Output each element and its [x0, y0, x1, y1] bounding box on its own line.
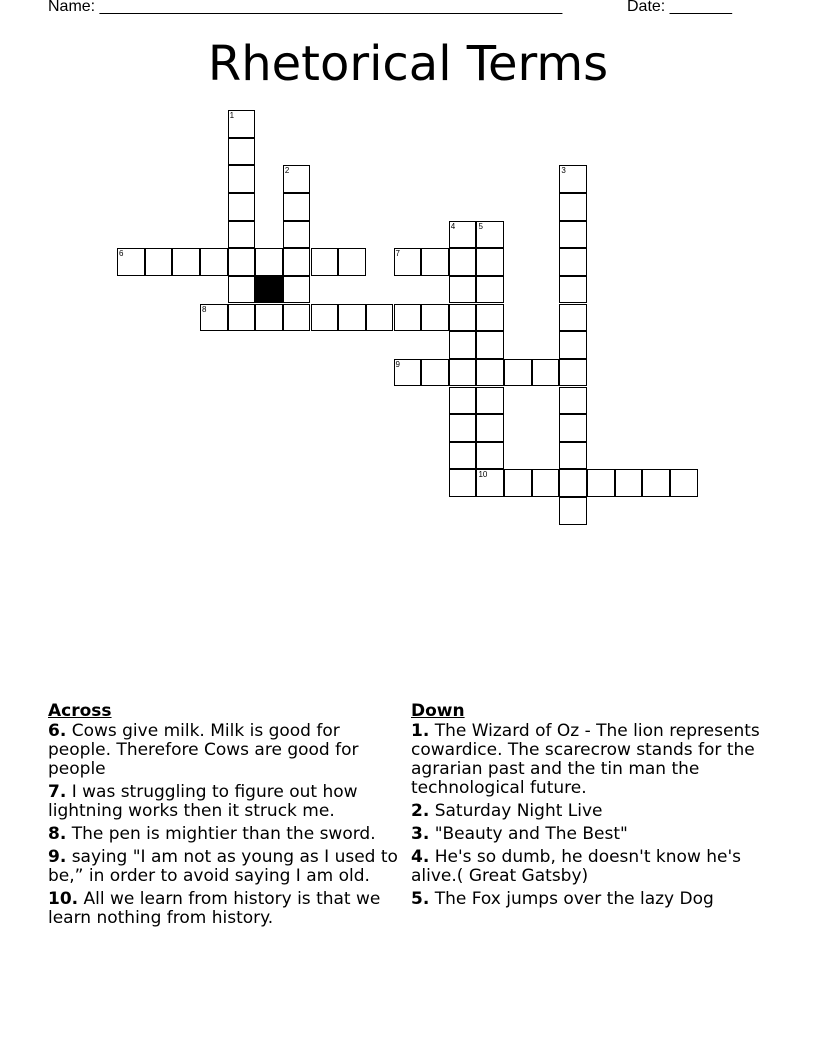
grid-cell[interactable]	[311, 304, 339, 332]
clue-across-7	[48, 783, 408, 821]
clue-across-9	[48, 848, 408, 886]
grid-cell[interactable]	[559, 359, 587, 387]
grid-cell[interactable]	[559, 276, 587, 304]
grid-cell[interactable]	[559, 387, 587, 415]
grid-cell[interactable]	[172, 248, 200, 276]
grid-cell[interactable]	[449, 387, 477, 415]
grid-cell[interactable]	[449, 469, 477, 497]
clue-number-6: 6	[119, 249, 124, 259]
clue-text: I was struggling to figure out how lightning works then it struck me.	[48, 782, 358, 821]
grid-cell[interactable]	[476, 304, 504, 332]
grid-cell[interactable]	[559, 442, 587, 470]
clue-number: 6.	[48, 721, 67, 741]
grid-cell[interactable]	[504, 359, 532, 387]
grid-cell[interactable]	[283, 276, 311, 304]
grid-cell[interactable]	[283, 248, 311, 276]
name-field[interactable]: Name: ____________________________________________________	[48, 0, 563, 15]
clue-number-8: 8	[201, 304, 207, 314]
clue-number-5: 5	[478, 221, 483, 231]
grid-cell[interactable]	[449, 414, 477, 442]
grid-cell[interactable]	[311, 248, 339, 276]
grid-cell[interactable]	[476, 248, 504, 276]
clue-number: 2.	[411, 801, 430, 821]
clue-number: 9.	[48, 847, 67, 867]
grid-cell[interactable]	[642, 469, 670, 497]
clue-text: The Fox jumps over the lazy Dog	[434, 889, 714, 909]
across-heading: Across	[48, 701, 112, 721]
clue-text: "Beauty and The Best"	[434, 824, 628, 844]
grid-cell[interactable]	[394, 304, 422, 332]
clue-down-5	[411, 890, 771, 909]
clue-across-8	[48, 825, 408, 844]
grid-cell[interactable]	[283, 221, 311, 249]
grid-cell[interactable]	[200, 248, 228, 276]
grid-cell[interactable]	[449, 276, 477, 304]
clue-number-3: 3	[561, 166, 566, 176]
clue-text: The Wizard of Oz - The lion represents cowardice. The scarecrow stands for the agrarian past and the tin man the technological future.	[411, 721, 760, 798]
clue-number: 10.	[48, 889, 79, 909]
clue-number-4: 4	[450, 221, 456, 231]
grid-cell[interactable]	[449, 359, 477, 387]
clue-number-2: 2	[284, 166, 290, 176]
grid-cell[interactable]	[228, 165, 256, 193]
grid-cell[interactable]	[255, 248, 283, 276]
grid-cell[interactable]	[228, 276, 256, 304]
clue-text: He's so dumb, he doesn't know he's alive.( Great Gatsby)	[411, 847, 742, 886]
grid-cell[interactable]	[145, 248, 173, 276]
down-heading: Down	[411, 701, 465, 721]
grid-cell[interactable]	[228, 304, 256, 332]
clue-number: 8.	[48, 824, 67, 844]
clue-number-10: 10	[478, 470, 488, 480]
grid-cell[interactable]	[532, 469, 560, 497]
clue-number: 7.	[48, 782, 67, 802]
grid-cell[interactable]	[476, 442, 504, 470]
grid-cell[interactable]	[283, 193, 311, 221]
grid-cell[interactable]	[532, 359, 560, 387]
clue-number: 4.	[411, 847, 430, 867]
grid-cell[interactable]	[228, 138, 256, 166]
clue-number-1: 1	[229, 111, 235, 120]
grid-cell[interactable]	[421, 359, 449, 387]
grid-cell[interactable]	[670, 469, 698, 497]
grid-cell[interactable]	[338, 248, 366, 276]
down-clues	[411, 702, 771, 913]
grid-cell[interactable]	[338, 304, 366, 332]
grid-cell[interactable]	[449, 248, 477, 276]
clue-text: The pen is mightier than the sword.	[71, 824, 376, 844]
black-cell	[255, 276, 283, 304]
grid-cell[interactable]	[559, 414, 587, 442]
grid-cell[interactable]	[559, 331, 587, 359]
clue-text: All we learn from history is that we learn nothing from history.	[48, 889, 381, 928]
grid-cell[interactable]	[615, 469, 643, 497]
clue-number: 3.	[411, 824, 430, 844]
grid-cell[interactable]	[255, 304, 283, 332]
grid-cell[interactable]	[476, 414, 504, 442]
grid-cell[interactable]	[476, 387, 504, 415]
grid-cell[interactable]	[228, 221, 256, 249]
grid-cell[interactable]	[559, 304, 587, 332]
page-title: Rhetorical Terms	[207, 36, 609, 92]
grid-cell[interactable]	[504, 469, 532, 497]
grid-cell[interactable]	[449, 331, 477, 359]
clue-text: saying "I am not as young as I used to be,” in order to avoid saying I am old.	[48, 847, 398, 886]
grid-cell[interactable]	[476, 331, 504, 359]
grid-cell[interactable]	[559, 469, 587, 497]
across-clues	[48, 702, 408, 932]
clue-down-1	[411, 722, 771, 798]
clue-across-6	[48, 722, 408, 779]
grid-cell[interactable]	[559, 497, 587, 525]
grid-cell[interactable]	[421, 304, 449, 332]
grid-cell[interactable]	[283, 304, 311, 332]
clue-down-2	[411, 802, 771, 821]
grid-cell[interactable]	[366, 304, 394, 332]
clue-text: Saturday Night Live	[434, 801, 603, 821]
grid-cell[interactable]	[421, 248, 449, 276]
clue-text: Cows give milk. Milk is good for people. Therefore Cows are good for people	[48, 721, 359, 779]
clue-number-9: 9	[395, 359, 400, 369]
grid-cell[interactable]	[476, 359, 504, 387]
clue-down-3	[411, 825, 771, 844]
clue-number-7: 7	[395, 249, 400, 259]
grid-cell[interactable]	[449, 304, 477, 332]
grid-cell[interactable]	[559, 221, 587, 249]
date-field[interactable]: Date: _______	[627, 0, 732, 15]
grid-cell[interactable]	[228, 193, 256, 221]
clue-number: 5.	[411, 889, 430, 909]
grid-cell[interactable]	[228, 248, 256, 276]
clue-across-10	[48, 890, 408, 928]
grid-cell[interactable]	[476, 276, 504, 304]
grid-cell[interactable]	[449, 442, 477, 470]
clue-number: 1.	[411, 721, 430, 741]
grid-cell[interactable]	[559, 248, 587, 276]
grid-cell[interactable]	[587, 469, 615, 497]
grid-cell[interactable]	[559, 193, 587, 221]
clue-down-4	[411, 848, 771, 886]
